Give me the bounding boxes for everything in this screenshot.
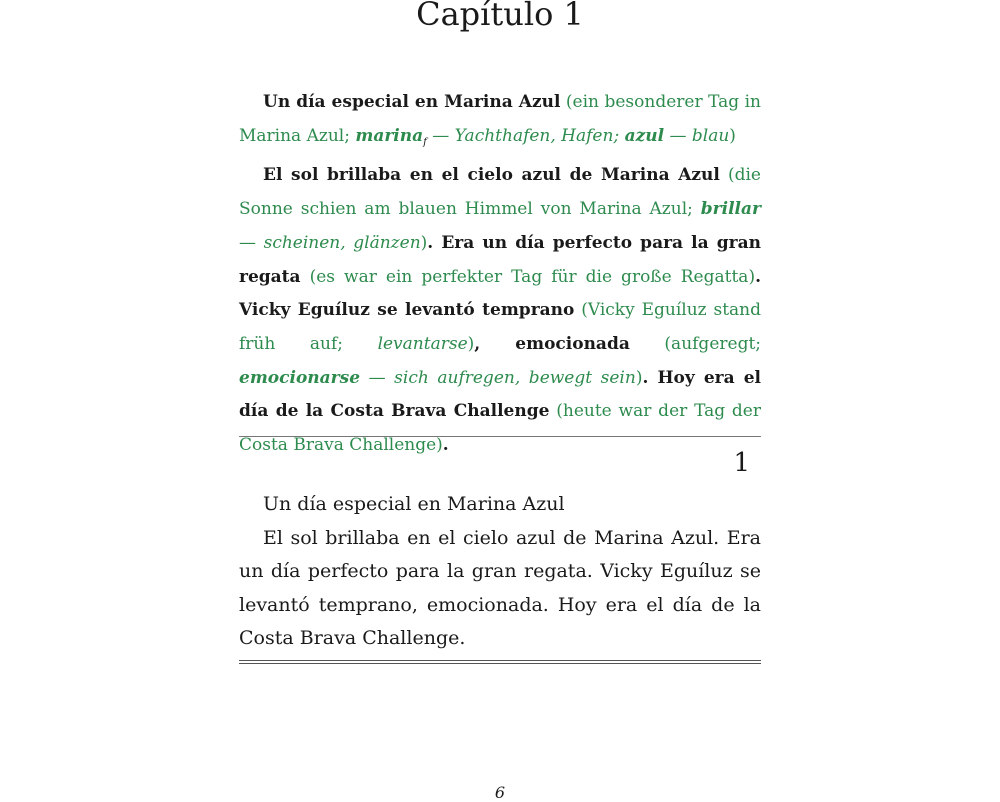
vocab-word: marina bbox=[355, 125, 424, 146]
german-translation: (heute war der Tag der Costa Brava Challenge) bbox=[239, 401, 761, 456]
vocab-meaning: levantarse bbox=[377, 333, 468, 354]
spanish-phrase: . Hoy era el día de la Costa Brava Challenge bbox=[239, 367, 761, 422]
plain-paragraph-1: Un día especial en Marina Azul bbox=[263, 493, 565, 515]
german-translation: ) bbox=[420, 232, 428, 253]
german-translation: (Vicky Eguíluz stand früh auf; bbox=[239, 300, 761, 354]
vocab-word: azul bbox=[624, 125, 665, 146]
page-number: 6 bbox=[494, 783, 506, 802]
vocab-meaning: — blau bbox=[664, 125, 730, 146]
vocab-meaning: — scheinen, glänzen bbox=[239, 232, 421, 253]
annotated-text bbox=[239, 86, 761, 463]
plain-paragraph-2: El sol brillaba en el cielo azul de Marina Azul. Era un día perfecto para la gran regata. Vicky Eguíluz se levantó temprano, emocionada. Hoy era el día de la Costa Brava Challenge. bbox=[239, 526, 761, 649]
spanish-phrase: . bbox=[442, 435, 449, 456]
double-divider bbox=[239, 660, 761, 664]
vocab-word: brillar bbox=[700, 199, 761, 220]
annotated-paragraph-1 bbox=[239, 86, 761, 159]
spanish-phrase: . Era un día perfecto para la gran regata bbox=[239, 232, 761, 287]
german-translation: ) bbox=[467, 333, 475, 354]
vocab-meaning: — sich aufregen, bewegt sein bbox=[360, 367, 636, 388]
section-number: 1 bbox=[733, 448, 750, 478]
section-divider bbox=[239, 436, 761, 437]
german-translation: ) bbox=[635, 367, 643, 388]
spanish-phrase: , emocionada bbox=[474, 333, 630, 354]
german-translation: (die Sonne schien am blauen Himmel von Marina Azul; bbox=[239, 165, 761, 220]
plain-text bbox=[239, 488, 761, 656]
spanish-phrase: El sol brillaba en el cielo azul de Marina Azul bbox=[263, 165, 720, 186]
spanish-phrase: Un día especial en Marina Azul bbox=[263, 92, 561, 112]
german-translation: (es war ein perfekter Tag für die große Regatta) bbox=[300, 266, 756, 287]
gender-marker: f bbox=[423, 136, 427, 148]
annotated-paragraph-2 bbox=[239, 159, 761, 462]
chapter-title: Capítulo 1 bbox=[416, 0, 584, 33]
german-translation: ) bbox=[729, 125, 736, 146]
german-translation: (aufgeregt; bbox=[629, 333, 762, 354]
vocab-word: emocionarse bbox=[239, 367, 361, 388]
german-translation: (ein besonderer Tag in Marina Azul; bbox=[239, 92, 761, 146]
vocab-meaning: — Yachthafen, Hafen; bbox=[426, 125, 625, 146]
spanish-phrase: . Vicky Eguíluz se levantó temprano bbox=[239, 266, 761, 321]
